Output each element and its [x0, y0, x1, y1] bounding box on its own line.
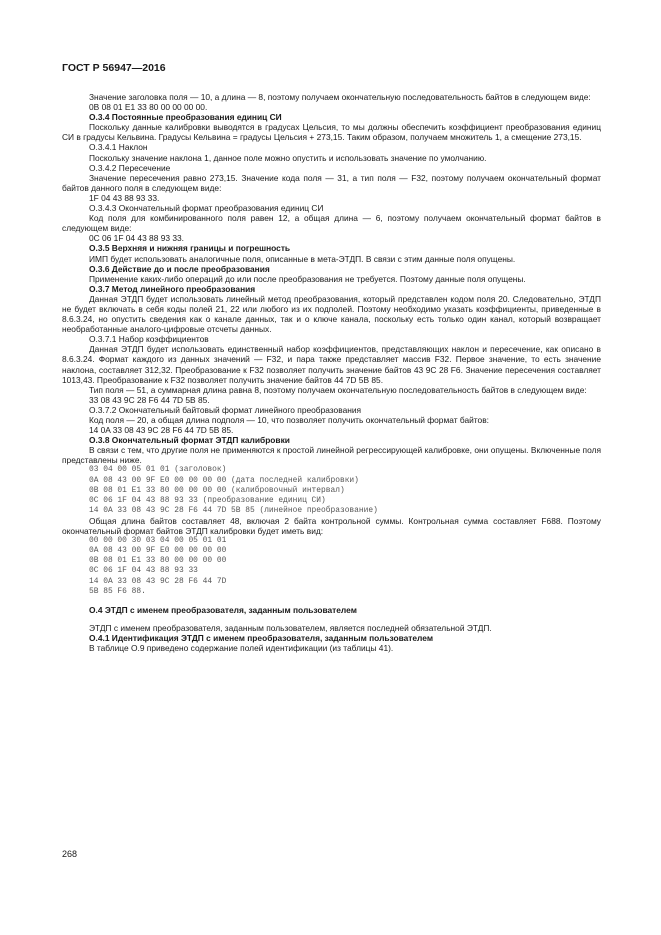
- paragraph: Данная ЭТДП будет использовать линейный метод преобразования, который представлен кодом поля 20. Следовательно, ЭТДП не будет включать в себя коды полей 21, 22 или любого из их подполей. Поэтому необходимо указать коэффициенты, приведенные в 8.6.3.24, но опустить сведения как о канале данных, так и о ключе канала, поскольку есть только один канал, который возвращает необработанные аналого-цифровые отсчеты данных.: [62, 293, 601, 335]
- paragraph: В таблице О.9 приведено содержание полей идентификации (из таблицы 41).: [89, 642, 394, 653]
- paragraph: Код поля для комбинированного поля равен 12, а общая длина — 6, поэтому получаем окончательный формат байтов в следующем виде:: [62, 213, 601, 234]
- document-body: [62, 92, 601, 653]
- paragraph: Данная ЭТДП будет использовать единственный набор коэффициентов, представляющих наклон и пересечение, как описано в 8.6.3.24. Формат каждого из данных значений — F32, и пара также представляет массив F32. Первое значение, то есть значение наклона, составляет 312,32. Преобразование к F32 позволяет получить значение байтов 43 9C 28 F6. Значение пересечения составляет 1013,43. Преобразование к F32 позволяет получить значение байтов 44 7D 5B 85.: [62, 344, 601, 385]
- paragraph: Поскольку данные калибровки выводятся в градусах Цельсия, то мы должны обеспечить коэффициент преобразования единиц СИ в градусы Кельвина. Градусы Кельвина = градусы Цельсия + 273,15. Таким образом, получаем множитель 1, а смещение 273,15.: [62, 122, 601, 143]
- code-line: 0A 08 43 00 9F E0 00 00 00 00 (дата последней калибровки): [89, 475, 359, 485]
- section-heading: О.3.6 Действие до и после преобразования: [89, 263, 270, 274]
- section-heading: О.3.8 Окончательный формат ЭТДП калибровки: [89, 435, 290, 446]
- paragraph: 0В 08 01 Е1 33 80 00 00 00 00.: [89, 102, 208, 113]
- code-line: 0B 08 01 E1 33 80 00 00 00 00: [89, 556, 227, 566]
- section-heading: О.4.1 Идентификация ЭТДП с именем преобразователя, заданным пользователем: [89, 632, 434, 643]
- paragraph: О.3.4.1 Наклон: [89, 142, 148, 153]
- code-line: 14 0A 33 08 43 9C 28 F6 44 7D 5B 85 (линейное преобразование): [89, 505, 378, 515]
- paragraph: Тип поля — 51, а суммарная длина равна 8, поэтому получаем окончательную последовательность байтов в следующем виде:: [89, 384, 587, 395]
- code-line: 0C 06 1F 04 43 88 93 33: [89, 566, 198, 576]
- section-heading: О.3.5 Верхняя и нижняя границы и погрешность: [89, 243, 291, 254]
- code-line: 03 04 00 05 01 01 (заголовок): [89, 465, 227, 475]
- paragraph: О.3.4.3 Окончательный формат преобразования единиц СИ: [89, 203, 324, 214]
- page-number: 268: [62, 849, 78, 859]
- code-line: 0A 08 43 00 9F E0 00 00 00 00: [89, 546, 227, 556]
- paragraph: Значение заголовка поля — 10, а длина — 8, поэтому получаем окончательную последовательность байтов в следующем виде:: [89, 92, 591, 102]
- spacer: [62, 597, 601, 605]
- paragraph: ИМП будет использовать аналогичные поля, описанные в мета-ЭТДП. В связи с этим данные поля опущены.: [89, 253, 516, 264]
- paragraph: Значение пересечения равно 273,15. Значение кода поля — 31, а тип поля — F32, поэтому получаем окончательный формат байтов данного поля в следующем виде:: [62, 172, 601, 193]
- paragraph: ЭТДП с именем преобразователя, заданным пользователем, является последней обязательной ЭТДП.: [89, 622, 492, 633]
- spacer: [62, 615, 601, 623]
- paragraph: 1F 04 43 88 93 33.: [89, 192, 160, 203]
- paragraph: Код поля — 20, а общая длина подполя — 10, что позволяет получить окончательный формат байтов:: [89, 415, 489, 425]
- paragraph: 33 08 43 9C 28 F6 44 7D 5B 85.: [89, 394, 210, 405]
- paragraph: Применение каких-либо операций до или после преобразования не требуется. Поэтому данные поля опущены.: [89, 273, 526, 284]
- paragraph: В связи с тем, что другие поля не применяются к простой линейной регрессирующей калибровке, они опущены. Включенные поля представлены ниже.: [62, 445, 601, 466]
- code-line: 00 00 00 30 03 04 00 05 01 01: [89, 536, 227, 546]
- code-line: 0C 06 1F 04 43 88 93 33 (преобразование единиц СИ): [89, 495, 326, 505]
- document-header: ГОСТ Р 56947—2016: [62, 62, 166, 74]
- paragraph: Общая длина байтов составляет 48, включая 2 байта контрольной суммы. Контрольная сумма составляет F688. Поэтому окончательный формат байтов ЭТДП калибровки будет иметь вид:: [62, 515, 601, 537]
- paragraph: О.3.4.2 Пересечение: [89, 162, 171, 173]
- code-line: 14 0A 33 08 43 9C 28 F6 44 7D: [89, 576, 227, 586]
- code-line: 5B 85 F6 88.: [89, 586, 146, 596]
- section-heading: О.4 ЭТДП с именем преобразователя, заданным пользователем: [89, 604, 357, 615]
- section-heading: О.3.4 Постоянные преобразования единиц СИ: [89, 112, 282, 123]
- paragraph: О.3.7.1 Набор коэффициентов: [89, 334, 209, 345]
- paragraph: О.3.7.2 Окончательный байтовый формат линейного преобразования: [89, 404, 362, 415]
- paragraph: 0С 06 1F 04 43 88 93 33.: [89, 233, 184, 244]
- section-heading: О.3.7 Метод линейного преобразования: [89, 283, 256, 294]
- code-line: 0B 08 01 E1 33 80 00 00 00 00 (калибровочный интервал): [89, 485, 345, 495]
- paragraph: Поскольку значение наклона 1, данное поле можно опустить и использовать значение по умолчанию.: [89, 152, 487, 163]
- paragraph: 14 0A 33 08 43 9C 28 F6 44 7D 5B 85.: [89, 425, 234, 436]
